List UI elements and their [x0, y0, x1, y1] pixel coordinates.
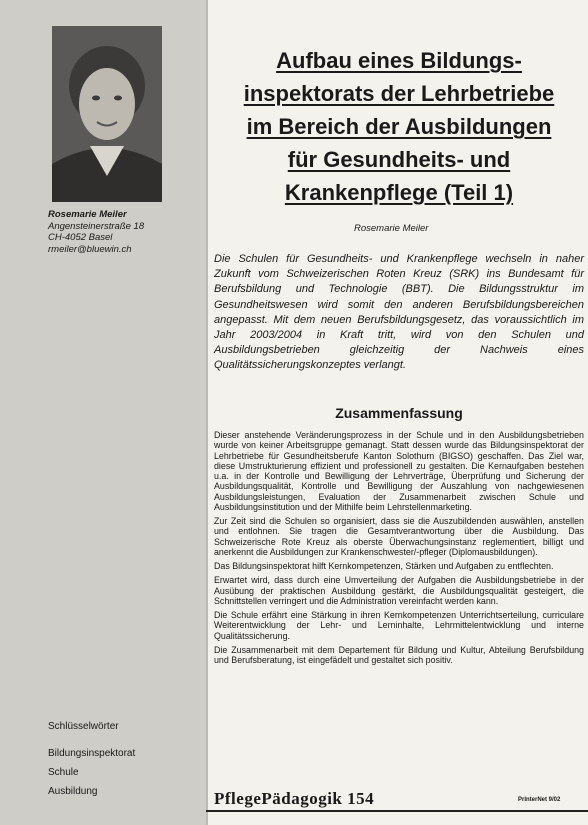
article-intro [214, 252, 584, 374]
author-city: CH-4052 Basel [48, 232, 113, 243]
author-contact [48, 209, 144, 255]
author-name: Rosemarie Meiler [48, 209, 127, 220]
article-body [214, 430, 584, 669]
title-line: Krankenpflege (Teil 1) [284, 180, 514, 205]
article-title [214, 44, 584, 209]
author-email: rmeiler@bluewin.ch [48, 243, 132, 255]
title-line: im Bereich der Ausbildungen [246, 114, 552, 139]
keyword-item: Ausbildung [48, 786, 98, 797]
body-paragraph: Dieser anstehende Veränderungsprozess in der Schule und in den Ausbildungsbetrieben wurde von keiner Arbeitsgruppe gemanagt. Statt dessen wurde das Bildungsinspektorat der Lehrbetriebe für Gesundheitsberufe Kanton Solothurn (BIGSO) geschaffen. Das Ziel war, diese Umstrukturierung effizient und professionell zu gestalten. Die Kernaufgaben bestehen u.a. in der Kontrolle und Bewilligung der Lehrverträge, Überprüfung und Sicherung der Ausbildungsqualität, Kontrolle und Bewilligung der Auszahlung von nachgewiesenen Ausbildungsleistungen, Evaluation der Zusammenarbeit zwischen Schule und Ausbildungsinstitution und der Mithilfe beim Lehrstellenmarketing. [214, 430, 584, 512]
body-paragraph: Die Zusammenarbeit mit dem Departement für Bildung und Kultur, Abteilung Berufsbildung und Berufsberatung, ist eingefädelt und gestaltet sich positiv. [214, 644, 584, 665]
journal-name: PflegePädagogik 154 [214, 789, 375, 808]
section-title: Zusammenfassung [335, 405, 463, 421]
author-street: Angensteinerstraße 18 [48, 220, 145, 232]
article-byline: Rosemarie Meiler [354, 223, 429, 234]
keywords-title: Schlüsselwörter [48, 721, 119, 732]
author-photo [52, 26, 162, 202]
title-line: inspektorats der Lehrbetriebe [243, 81, 555, 106]
body-paragraph: Zur Zeit sind die Schulen so organisiert, dass sie die Auszubildenden auswählen, anstellen und entlohnen. Sie tragen die Gesamtverantwortung über die Ausbildung. Das Schweizerische Rote Kreuz als oberste Überwachungsinstanz reglementiert, billigt und anerkennt die Ausbildungen zur Krankenschwester/-pfleger (Diplomausbildungen). [214, 516, 584, 557]
footer-rule [206, 810, 588, 812]
body-paragraph: Das Bildungsinspektorat hilft Kernkompetenzen, Stärken und Aufgaben zu entflechten. [214, 561, 554, 571]
sidebar-edge [206, 0, 208, 825]
keyword-item: Schule [48, 767, 79, 778]
title-line: für Gesundheits- und [287, 147, 511, 172]
keyword-item: Bildungsinspektorat [48, 748, 136, 759]
issue-date: PrInterNet 9/02 [518, 797, 561, 803]
title-line: Aufbau eines Bildungs- [276, 48, 522, 73]
body-paragraph: Die Schule erfährt eine Stärkung in ihren Kernkompetenzen Unterrichtserteilung, curriculare Weiterentwicklung der Lehr- und Lerninhalte, Lehrmittelentwicklung und interne Qualitätssicherung. [214, 610, 584, 641]
keywords-block [48, 717, 135, 801]
body-paragraph: Erwartet wird, dass durch eine Umverteilung der Aufgaben die Ausbildungsbetriebe in der Ausübung der praktischen Ausbildung gestärkt, die Ausbildungsqualität gesteigert, die Schnittstellen verringert und die Administration vereinfacht werden kann. [214, 575, 584, 606]
intro-text: Die Schulen für Gesundheits- und Krankenpflege wechseln in naher Zukunft vom Schweizerischen Roten Kreuz (SRK) ins Bundesamt für Berufsbildung und Technologie (BBT). Die Bildungsstruktur im Gesundheitswesen wird somit den anderen Berufsbildungsbereichen angepasst. Mit dem neuen Berufsbildungsgesetz, das voraussichtlich im Jahr 2003/2004 in Kraft tritt, wird von den Schulen und Ausbildungsbetrieben gleichzeitig der Nachweis eines Qualitätssicherungskonzeptes verlangt. [214, 253, 584, 372]
